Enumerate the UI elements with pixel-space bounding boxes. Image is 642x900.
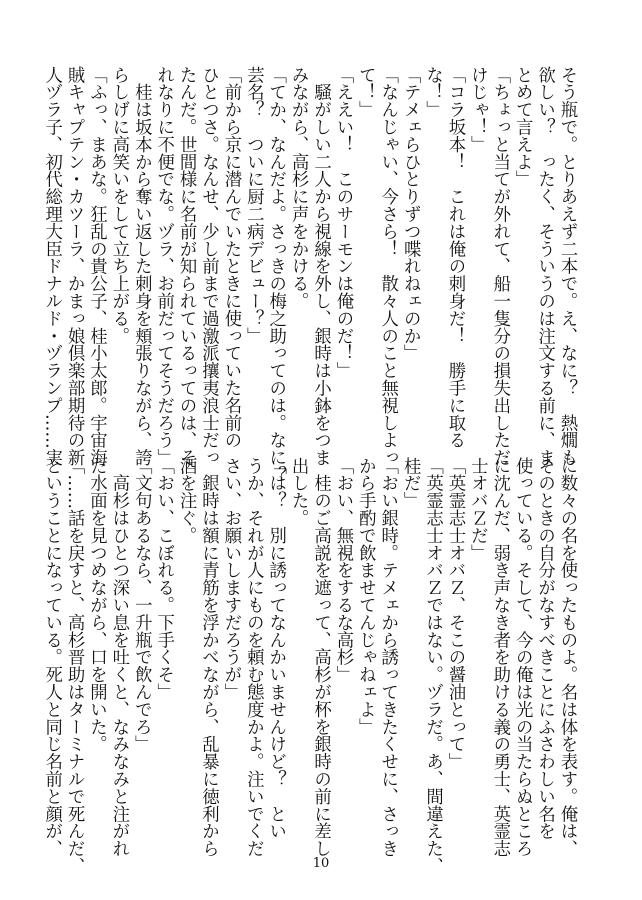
text-line: 「文句あるなら、一升瓶で飲んでろ」 xyxy=(131,457,152,753)
text-line: て！」 xyxy=(355,66,376,119)
text-line: けじゃ！」 xyxy=(467,66,488,153)
text-line: 「テメェらひとりずつ喋れねェのか」 xyxy=(400,66,421,362)
text-line: ひとつさ。なんせ、少し前まで過激派攘夷浪士だっ xyxy=(198,66,219,467)
text-line: 桂は坂本から奪い返した刺身を頬張りながら、誇 xyxy=(131,66,152,467)
text-line: 「ちょっと当てが外れて、船一隻分の損失出しただ xyxy=(489,66,510,467)
text-line: さい、お願いしますだろうが」 xyxy=(220,457,241,701)
text-line: 「ふっ、まあな。狂乱の貴公子、桂小太郎。宇宙海 xyxy=(86,66,107,467)
page-number: 10 xyxy=(312,856,330,871)
text-line: た水面を見つめながら、口を開いた。 xyxy=(86,457,107,753)
text-line: から手酌で飲ませてんじゃねェよ」 xyxy=(355,457,376,736)
text-line: 「英霊志士オバＺ、そこの醤油とって」 xyxy=(444,457,465,771)
text-line: な！」 xyxy=(422,66,443,119)
text-line: 騒がしい二人から視線を外し、銀時は小鉢をつま xyxy=(310,66,331,467)
text-line: 「てか、なんだよ。さっきの梅之助ってのは。なに？ xyxy=(265,66,286,484)
text-line: 士オバＺだ」 xyxy=(467,457,488,562)
text-line: 欲しい？ ったく、そういうのは注文する前に、ま xyxy=(534,66,555,467)
text-line: 桂だ」 xyxy=(400,457,421,510)
text-line: 「ええい！ このサーモンは俺のだ！」 xyxy=(332,66,353,380)
text-line: れなりに不便でな。ヅラ、お前だってそうだろう」 xyxy=(153,66,174,467)
text-line: 賊キャプテン・カツーラ、かまっ娘倶楽部期待の新 xyxy=(64,66,85,467)
text-line: に沈んだ、弱き声なき者を助ける義の勇士、英霊志 xyxy=(489,457,510,858)
text-line: 「は？ 別に誘ってなんかいませんけど？ とい xyxy=(265,457,286,840)
text-line: 「前から京に潜んでいたときに使っていた名前の xyxy=(220,66,241,449)
text-line: そのときの自分がなすべきことにふさわしい名を xyxy=(534,457,555,840)
text-line: 「……話を戻すと、高杉晋助はターミナルで死んだ、 xyxy=(64,457,85,875)
text-line: 「おい、こぼれる。下手くそ」 xyxy=(153,457,174,701)
text-line: たんだ。世間様に名前が知られているってのは、そ xyxy=(176,66,197,467)
text-line: 人ヅラ子、初代総理大臣ドナルド・ヅランプ……実 xyxy=(41,66,62,467)
text-line: みながら、高杉に声をかける。 xyxy=(288,66,309,310)
text-line: とめて言えよ」 xyxy=(512,66,533,188)
text-line: 銀時は額に青筋を浮かべながら、乱暴に徳利から xyxy=(198,457,219,858)
text-line: 出した。 xyxy=(288,457,309,527)
text-line: そう瓶で。とりあえず二本で。え、なに？ 熱燗も xyxy=(557,66,577,467)
text-line: 「なんじゃい、今さら！ 散々人のこと無視しよっ xyxy=(377,66,398,467)
text-line: 高杉はひとつ深い息を吐くと、なみなみと注がれ xyxy=(108,457,129,858)
text-line: に数々の名を使ったものよ。名は体を表す。俺は、 xyxy=(557,457,577,858)
text-line: うか、それが人にものを頼む態度かよ。注いでくだ xyxy=(243,457,264,858)
text-line: 酒を注ぐ。 xyxy=(176,457,197,544)
text-line: 芸名？ ついに厨二病デビュー？」 xyxy=(243,66,264,345)
text-line: ということになっている。死人と同じ名前と顔が、 xyxy=(41,457,62,858)
text-line: 「英霊志士オバＺではない。ヅラだ。あ、間違えた、 xyxy=(422,457,443,875)
text-line: 使っている。そして、今の俺は光の当たらぬところ xyxy=(512,457,533,858)
text-line: 桂のご高説を遮って、高杉が杯を銀時の前に差し xyxy=(310,457,331,858)
text-line: 「おい、無視をするな高杉」 xyxy=(332,457,353,684)
text-line: 「コラ坂本！ これは俺の刺身だ！ 勝手に取る xyxy=(444,66,465,449)
text-line: 「おい銀時。テメェから誘ってきたくせに、さっき xyxy=(377,457,398,858)
text-line: らしげに高笑いをして立ち上がる。 xyxy=(108,66,129,345)
